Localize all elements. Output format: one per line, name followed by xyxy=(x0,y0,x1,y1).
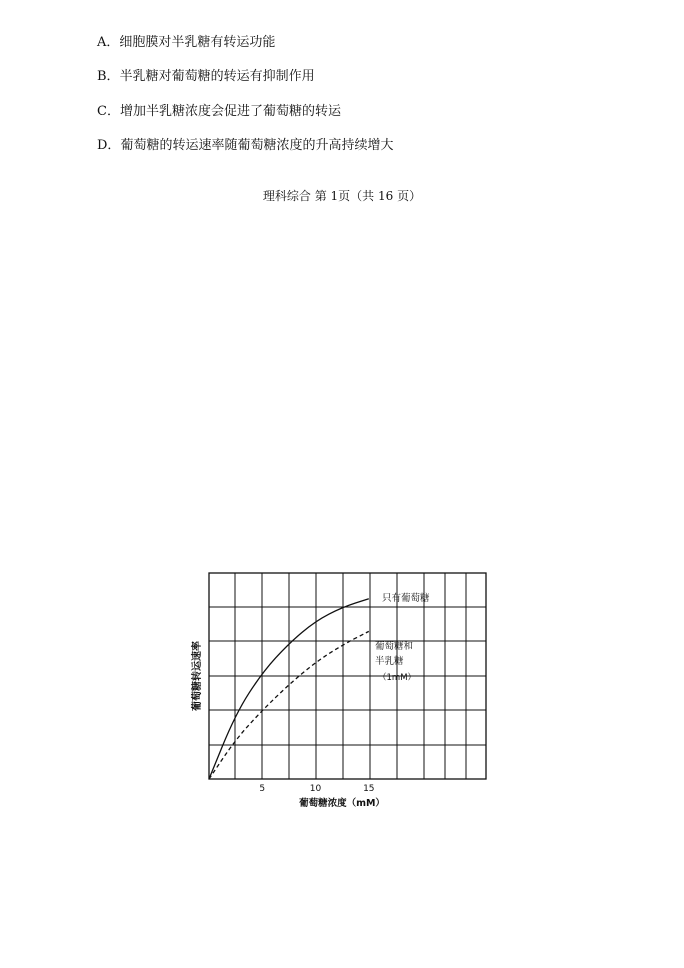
option-a-text: 细胞膜对半乳糖有转运功能 xyxy=(119,35,276,50)
x-axis-label: 葡萄糖浓度（mM） xyxy=(299,798,385,809)
series-label-mixed-line2: 半乳糖 xyxy=(375,656,404,667)
chart-grid xyxy=(209,573,486,779)
option-b-letter: B． xyxy=(97,69,120,84)
x-tick-label: 10 xyxy=(309,784,322,794)
option-a-letter: A． xyxy=(97,35,120,50)
option-d-letter: D． xyxy=(97,138,121,153)
x-tick-label: 5 xyxy=(259,784,266,794)
page-footer: 理科综合 第 1页（共 16 页） xyxy=(262,189,422,203)
series-label-mixed-line3: （1mM） xyxy=(378,673,417,683)
option-b-text: 半乳糖对葡萄糖的转运有抑制作用 xyxy=(119,69,315,84)
x-tick-labels xyxy=(259,784,374,794)
y-axis-label: 葡萄糖转运速率 xyxy=(192,641,203,711)
x-tick-label: 15 xyxy=(363,784,375,794)
option-c-text: 增加半乳糖浓度会促进了葡萄糖的转运 xyxy=(119,104,341,119)
series-label-mixed-line1: 葡萄糖和 xyxy=(375,641,414,652)
option-d-text: 葡萄糖的转运速率随葡萄糖浓度的升高持续增大 xyxy=(120,138,394,153)
series-label-glucose-only: 只有葡萄糖 xyxy=(382,593,430,604)
option-c-letter: C． xyxy=(97,104,120,119)
